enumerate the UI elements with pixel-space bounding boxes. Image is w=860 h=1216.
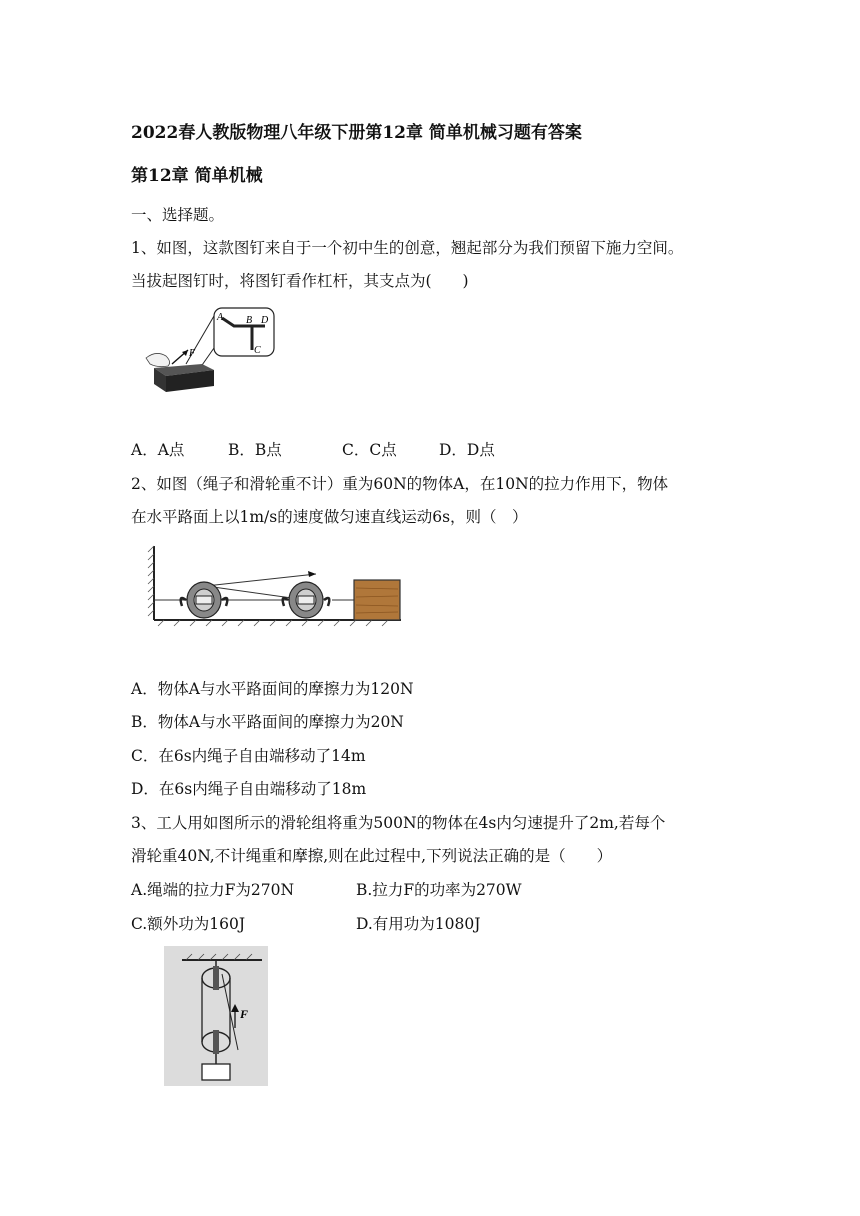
fixed-pulley-axle: [213, 966, 219, 990]
label-D: D: [261, 315, 269, 326]
q1-option-a[interactable]: A．A点: [131, 441, 185, 459]
moving-pulley: [283, 582, 330, 618]
q3-option-d[interactable]: D.有用功为1080J: [356, 915, 481, 933]
q2-option-c[interactable]: C．在6s内绳子自由端移动了14m: [131, 747, 366, 765]
question-1-line-1: 1、如图，这款图钉来自于一个初中生的创意，翘起部分为我们预留下施力空间。: [131, 239, 684, 257]
chapter-title: 第12章 简单机械: [131, 166, 263, 186]
question-3-options-row-2: [131, 912, 480, 934]
question-2-line-2: 在水平路面上以1m/s的速度做匀速直线运动6s，则（ ）: [131, 508, 528, 526]
question-1-options: [131, 438, 495, 460]
moving-pulley-axle: [213, 1030, 219, 1054]
q3-option-a[interactable]: A.绳端的拉力F为270N: [131, 881, 295, 899]
q2-option-a[interactable]: A．物体A与水平路面间的摩擦力为120N: [131, 680, 414, 698]
label-C: C: [254, 345, 261, 356]
q1-option-c[interactable]: C．C点: [342, 441, 397, 459]
pulley-horizontal-figure: [146, 542, 404, 630]
block-a: [354, 580, 400, 620]
label-B: B: [246, 315, 253, 326]
label-A: A: [217, 312, 224, 323]
fixed-pulley: [181, 582, 228, 618]
question-3-options-row-1: [131, 878, 522, 900]
thumbtack-figure: [142, 306, 277, 396]
pulley-vertical-figure: [164, 946, 268, 1086]
q3-option-c[interactable]: C.额外功为160J: [131, 915, 246, 933]
question-3-line-1: 3、工人用如图所示的滑轮组将重为500N的物体在4s内匀速提升了2m,若每个: [131, 814, 666, 832]
label-F: F: [189, 348, 196, 359]
weight-block: [202, 1064, 230, 1080]
label-F: F: [240, 1007, 249, 1021]
section-heading: 一、选择题。: [131, 206, 225, 224]
question-1-line-2: 当拔起图钉时，将图钉看作杠杆，其支点为( ): [131, 272, 469, 290]
document-title: 2022春人教版物理八年级下册第12章 简单机械习题有答案: [131, 123, 582, 143]
question-3-line-2: 滑轮重40N,不计绳重和摩擦,则在此过程中,下列说法正确的是（ ）: [131, 847, 613, 865]
q2-option-b[interactable]: B．物体A与水平路面间的摩擦力为20N: [131, 713, 404, 731]
hand-icon: [146, 353, 170, 366]
q1-option-d[interactable]: D．D点: [439, 441, 495, 459]
q3-option-b[interactable]: B.拉力F的功率为270W: [356, 881, 522, 899]
rope-arrow-head: [308, 571, 316, 577]
question-2-line-1: 2、如图（绳子和滑轮重不计）重为60N的物体A，在10N的拉力作用下，物体: [131, 475, 669, 493]
q2-option-d[interactable]: D．在6s内绳子自由端移动了18m: [131, 780, 367, 798]
q1-option-b[interactable]: B．B点: [228, 441, 282, 459]
